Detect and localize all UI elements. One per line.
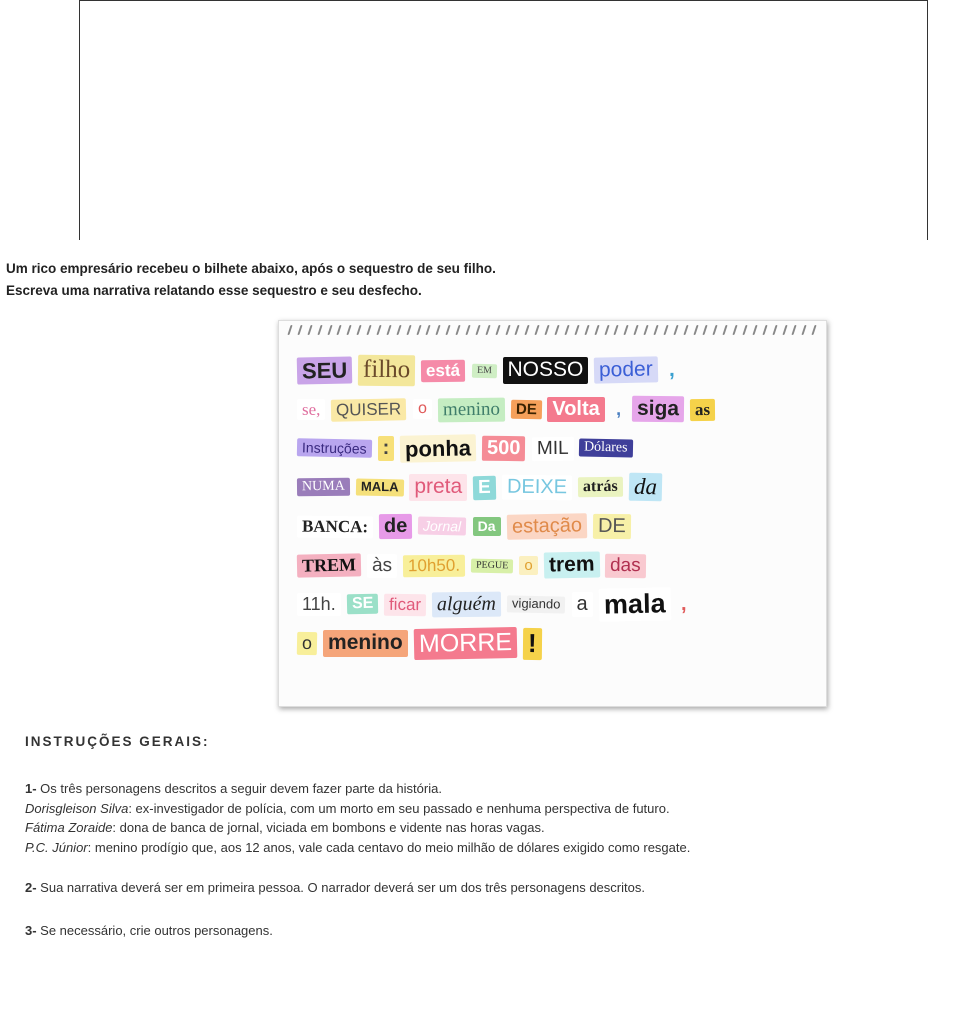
spiral-ring [614, 325, 619, 335]
spiral-ring [564, 325, 569, 335]
character-1 [25, 799, 943, 819]
spiral-ring [367, 325, 372, 335]
spiral-ring [386, 325, 391, 335]
spiral-ring [287, 325, 292, 335]
ransom-word: ponha [400, 434, 477, 463]
ransom-word: o [519, 556, 537, 575]
ransom-word: menino [437, 397, 504, 422]
spiral-ring [742, 325, 747, 335]
spiral-ring [396, 325, 401, 335]
ransom-word: DE [592, 514, 630, 539]
ransom-word: MALA [356, 479, 404, 497]
ransom-line [297, 585, 812, 624]
spiral-ring [703, 325, 708, 335]
ransom-word: alguém [432, 592, 501, 618]
blank-answer-box [79, 0, 928, 240]
spiral-ring [683, 325, 688, 335]
instruction-3-number: 3- [25, 922, 37, 938]
ransom-word: SE [346, 594, 378, 615]
character-2 [25, 818, 943, 838]
ransom-word: filho [358, 355, 416, 386]
ransom-line [297, 468, 812, 507]
spiral-ring [307, 325, 312, 335]
character-2-desc: : dona de banca de jornal, viciada em bombons e vidente nas horas vagas. [112, 820, 545, 835]
spiral-ring [802, 325, 807, 335]
ransom-note-image [278, 320, 827, 707]
ransom-word: : [378, 436, 395, 461]
spiral-ring [347, 325, 352, 335]
ransom-word: Dólares [579, 439, 633, 458]
intro-line-2: Escreva uma narrativa relatando esse sequestro e seu desfecho. [6, 283, 422, 298]
spiral-ring [792, 325, 797, 335]
spiral-ring [653, 325, 658, 335]
spiral-ring [693, 325, 698, 335]
spiral-ring [475, 325, 480, 335]
spiral-ring [426, 325, 431, 335]
ransom-word: mala [598, 587, 670, 622]
instruction-1-number: 1- [25, 781, 37, 796]
spiral-ring [525, 325, 530, 335]
ransom-line [297, 546, 812, 585]
ransom-word: PEGUE [471, 558, 514, 572]
spiral-ring [416, 325, 421, 335]
ransom-word: o [297, 632, 317, 655]
ransom-word: trem [543, 552, 599, 579]
character-1-name: Dorisgleison Silva [25, 800, 129, 816]
ransom-word: BANCA: [297, 515, 373, 537]
spiral-ring [772, 325, 777, 335]
ransom-word: SEU [297, 356, 353, 384]
spiral-ring [446, 325, 451, 335]
spiral-ring [317, 325, 322, 335]
character-3 [25, 838, 943, 858]
spiral-ring [762, 325, 767, 335]
ransom-word: 500 [482, 436, 526, 461]
ransom-word: as [690, 399, 715, 421]
ransom-word: QUISER [331, 398, 407, 421]
spiral-ring [812, 325, 817, 335]
spiral-ring [663, 325, 668, 335]
ransom-note-text [297, 351, 812, 663]
instruction-2 [25, 878, 943, 898]
ransom-word: DE [510, 400, 541, 420]
character-3-name: P.C. Júnior [25, 839, 88, 855]
spiral-ring [673, 325, 678, 335]
spiral-ring [554, 325, 559, 335]
ransom-word: poder [594, 357, 658, 384]
spiral-ring [297, 325, 302, 335]
ransom-word: se, [297, 399, 325, 421]
ransom-word: DEIXE [502, 475, 572, 501]
character-2-name: Fátima Zoraide [25, 820, 113, 835]
spiral-ring [634, 325, 639, 335]
intro-line-1: Um rico empresário recebeu o bilhete abaixo, após o sequestro de seu filho. [6, 261, 496, 276]
ransom-word: vigiando [507, 595, 566, 613]
ransom-line [297, 390, 812, 429]
ransom-word: , [615, 399, 621, 420]
spiral-ring [515, 325, 520, 335]
ransom-word: estação [506, 513, 587, 540]
spiral-ring [456, 325, 461, 335]
ransom-word: das [605, 553, 646, 577]
character-3-desc: : menino prodígio que, aos 12 anos, vale cada centavo do meio milhão de dólares exigido como resgate. [87, 839, 691, 855]
spiral-ring [337, 325, 342, 335]
spiral-ring [545, 325, 550, 335]
ransom-word: siga [632, 396, 684, 423]
ransom-line [297, 429, 812, 468]
ransom-line [297, 624, 812, 663]
spiral-ring [732, 325, 737, 335]
spiral-ring [376, 325, 381, 335]
spiral-ring [604, 325, 609, 335]
instruction-1 [25, 779, 943, 799]
ransom-word: TREM [297, 553, 361, 577]
spiral-ring [485, 325, 490, 335]
ransom-word: de [379, 514, 413, 539]
spiral-ring [584, 325, 589, 335]
spiral-ring [495, 325, 500, 335]
ransom-word: menino [323, 630, 408, 656]
ransom-word: MORRE [413, 627, 517, 660]
ransom-line [297, 351, 812, 390]
spiral-ring [713, 325, 718, 335]
ransom-word: 10h50. [403, 554, 465, 576]
ransom-word: a [572, 592, 593, 617]
ransom-word: , [668, 358, 676, 382]
instruction-3-text: Se necessário, crie outros personagens. [36, 922, 273, 938]
spiral-ring [594, 325, 599, 335]
instruction-2-number: 2- [25, 880, 37, 895]
spiral-ring [535, 325, 540, 335]
ransom-word: preta [409, 474, 467, 500]
ransom-word: Volta [547, 397, 604, 422]
spiral-ring [624, 325, 629, 335]
ransom-word: ficar [384, 593, 426, 615]
instruction-3 [25, 921, 943, 941]
ransom-word: ! [523, 627, 542, 659]
ransom-word: Jornal [418, 517, 467, 536]
spiral-ring [406, 325, 411, 335]
spiral-ring [357, 325, 362, 335]
ransom-word: NOSSO [503, 357, 589, 383]
ransom-word: NUMA [297, 478, 350, 497]
spiral-ring [505, 325, 510, 335]
spiral-ring [723, 325, 728, 335]
ransom-word: EM [471, 363, 496, 377]
ransom-word: Da [473, 517, 501, 535]
ransom-word: está [421, 359, 465, 381]
instruction-2-text: Sua narrativa deverá ser em primeira pessoa. O narrador deverá ser um dos três personagens descritos. [36, 880, 645, 895]
notepad-spiral [289, 325, 816, 339]
instructions-section [25, 734, 943, 940]
ransom-word: às [367, 553, 397, 577]
spiral-ring [752, 325, 757, 335]
instructions-title: INSTRUÇÕES GERAIS: [25, 734, 210, 749]
ransom-word: MIL [532, 436, 574, 460]
ransom-word: , [681, 592, 687, 616]
intro-text [6, 258, 496, 302]
spiral-ring [782, 325, 787, 335]
character-1-desc: : ex-investigador de polícia, com um morto em seu passado e nenhuma perspectiva de futuro. [128, 800, 670, 816]
ransom-word: 11h. [297, 593, 341, 616]
spiral-ring [643, 325, 648, 335]
ransom-word: Instruções [297, 439, 372, 459]
spiral-ring [465, 325, 470, 335]
instruction-1-text: Os três personagens descritos a seguir devem fazer parte da história. [36, 781, 442, 796]
spiral-ring [574, 325, 579, 335]
ransom-word: E [473, 475, 496, 499]
ransom-word: atrás [578, 477, 623, 498]
ransom-line [297, 507, 812, 546]
ransom-word: o [413, 399, 432, 420]
ransom-word: da [628, 473, 662, 502]
spiral-ring [436, 325, 441, 335]
spiral-ring [327, 325, 332, 335]
